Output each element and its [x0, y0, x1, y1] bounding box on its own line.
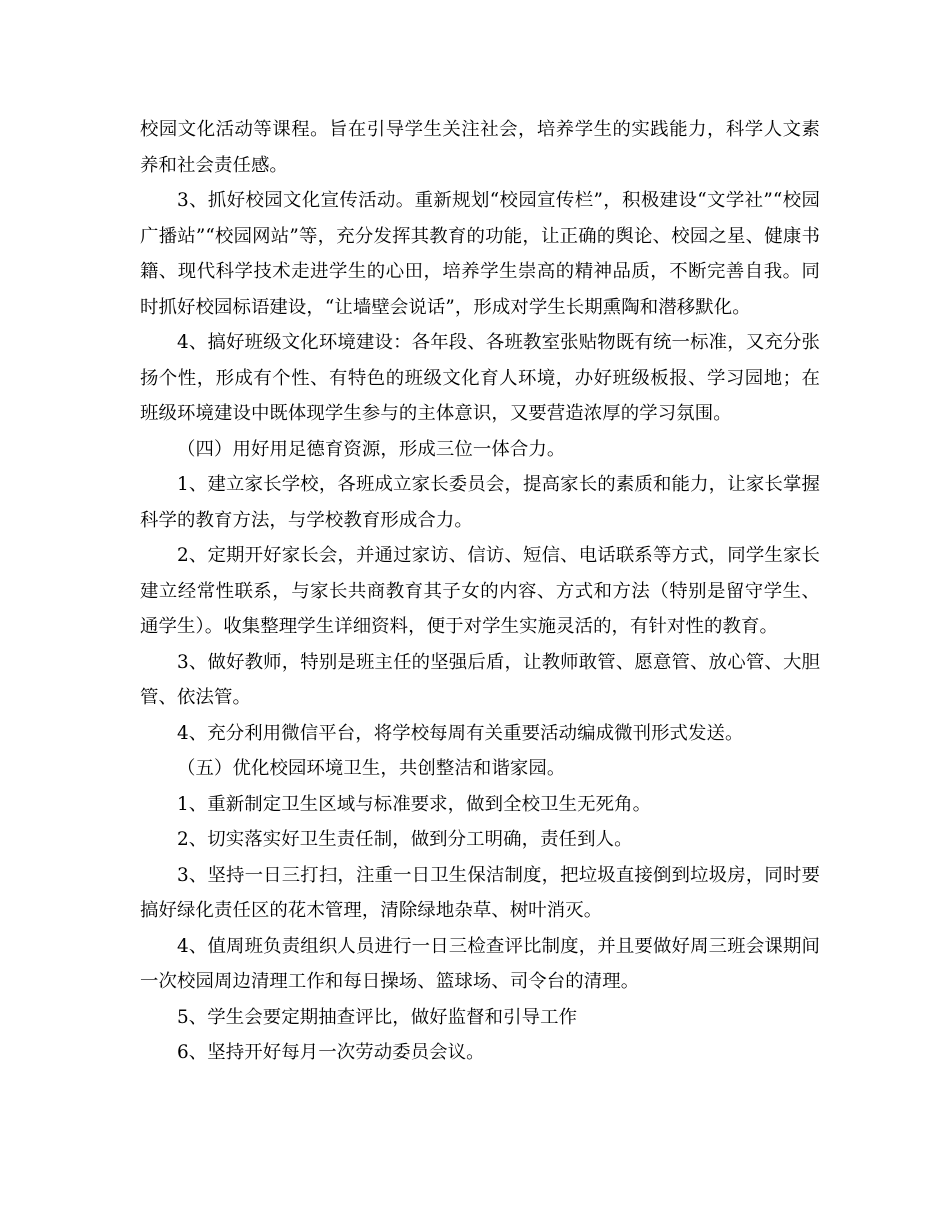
paragraph-item-3-publicity: 3、抓好校园文化宣传活动。重新规划“校园宣传栏”，积极建设“文学社”“校园广播站”“校园网站”等，充分发挥其教育的功能，让正确的舆论、校园之星、健康书籍、现代科学技术走进学生的心田，培养学生崇高的精神品质，不断完善自我。同时抓好校园标语建设，“让墙壁会说话”，形成对学生长期熏陶和潜移默化。 — [140, 190, 820, 318]
paragraph-item-5-student-union: 5、学生会要定期抽查评比，做好监督和引导工作 — [177, 1006, 578, 1028]
section-heading-5: （五）优化校园环境卫生，共创整洁和谐家园。 — [177, 758, 566, 779]
paragraph-continuation: 校园文化活动等课程。旨在引导学生关注社会，培养学生的实践能力，科学人文素养和社会责任感。 — [140, 119, 820, 176]
paragraph-item-1-parent-school: 1、建立家长学校，各班成立家长委员会，提高家长的素质和能力，让家长掌握科学的教育方法，与学校教育形成合力。 — [140, 474, 820, 531]
paragraph-item-3-cleaning: 3、坚持一日三打扫，注重一日卫生保洁制度，把垃圾直接倒到垃圾房，同时要搞好绿化责任区的花木管理，清除绿地杂草、树叶消灭。 — [140, 864, 820, 921]
paragraph-item-4-duty-class: 4、值周班负责组织人员进行一日三检查评比制度，并且要做好周三班会课期间一次校园周边清理工作和每日操场、篮球场、司令台的清理。 — [140, 935, 820, 992]
paragraph-item-6-labor-meeting: 6、坚持开好每月一次劳动委员会议。 — [177, 1042, 485, 1063]
paragraph-item-2-responsibility: 2、切实落实好卫生责任制，做到分工明确，责任到人。 — [177, 829, 633, 850]
paragraph-item-4-wechat: 4、充分利用微信平台，将学校每周有关重要活动编成微刊形式发送。 — [177, 722, 744, 744]
document-body — [140, 112, 820, 1071]
paragraph-item-1-hygiene-standards: 1、重新制定卫生区域与标准要求，做到全校卫生无死角。 — [177, 793, 652, 815]
paragraph-item-3-teacher-support: 3、做好教师，特别是班主任的坚强后盾，让教师敢管、愿意管、放心管、大胆管、依法管。 — [140, 651, 820, 708]
section-heading-4: （四）用好用足德育资源，形成三位一体合力。 — [177, 438, 566, 460]
paragraph-item-2-parent-meetings: 2、定期开好家长会，并通过家访、信访、短信、电话联系等方式，同学生家长建立经常性联系，与家长共商教育其子女的内容、方式和方法（特别是留守学生、通学生）。收集整理学生详细资料，便于对学生实施灵活的，有针对性的教育。 — [140, 545, 820, 637]
paragraph-item-4-class-environment: 4、搞好班级文化环境建设：各年段、各班教室张贴物既有统一标准，又充分张扬个性，形成有个性、有特色的班级文化育人环境，办好班级板报、学习园地；在班级环境建设中既体现学生参与的主体意识，又要营造浓厚的学习氛围。 — [140, 332, 820, 424]
